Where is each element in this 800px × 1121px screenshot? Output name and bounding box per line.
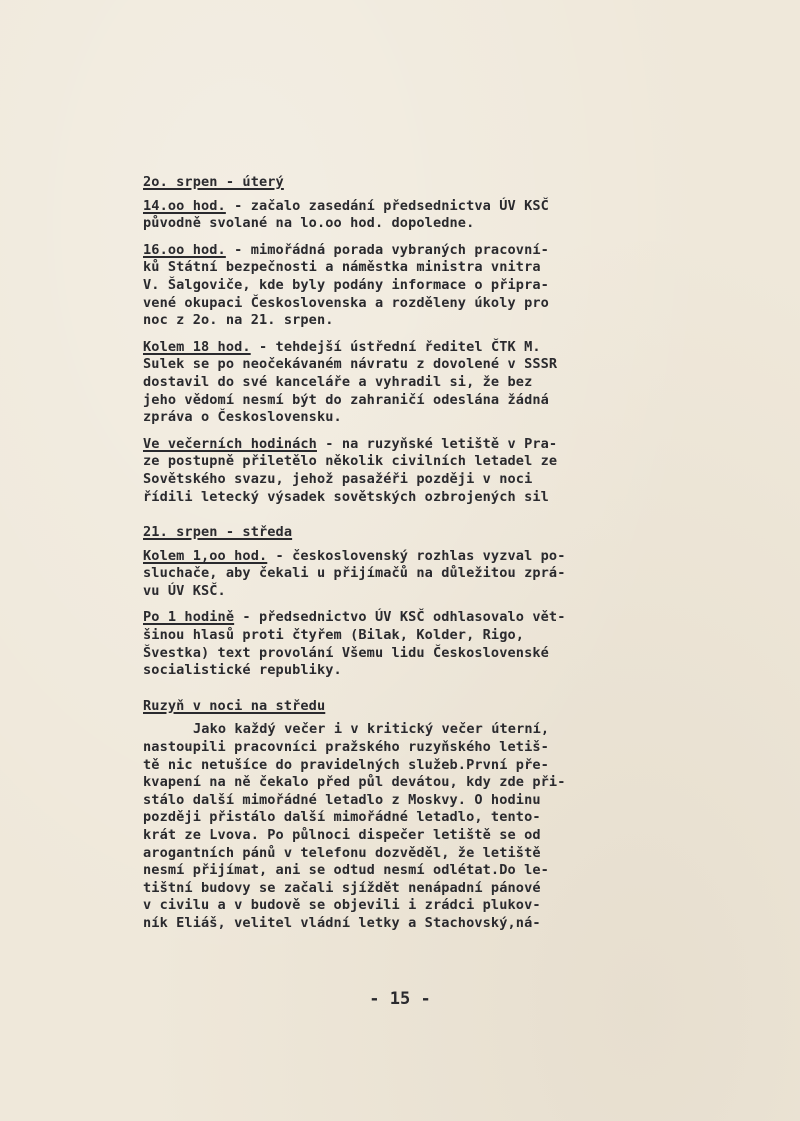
entry-text: - československý rozhlas vyzval po-: [267, 547, 566, 564]
entry-text: - mimořádná porada vybraných pracovní-: [225, 241, 549, 258]
entry-time: Ve večerních hodinách: [143, 435, 317, 452]
paragraph-line: ník Eliáš, velitel vládní letky a Stachovský,ná-: [143, 914, 541, 931]
paragraph-line: v civilu a v budově se objevili i zrádci plukov-: [143, 897, 541, 914]
paragraph-line: nesmí přijímat, ani se odtud nesmí odlétat.Do le-: [143, 862, 549, 879]
document-body: [143, 174, 643, 951]
entry-after-0100: [143, 609, 643, 679]
section-20-august: [143, 174, 643, 506]
entry-text: ků Státní bezpečnosti a náměstka ministra vnitra: [143, 259, 541, 276]
entry-time: Kolem 18 hod.: [143, 338, 251, 355]
entry-1600: [143, 242, 643, 330]
paragraph-line: tištní budovy se začali sjíždět nenápadní pánové: [143, 879, 541, 896]
entry-text: sluchače, aby čekali u přijímačů na důležitou zprá-: [143, 565, 566, 582]
entry-text: původně svolané na lo.oo hod. dopoledne.: [143, 215, 475, 232]
entry-text: - na ruzyňské letiště v Pra-: [316, 435, 558, 452]
entry-text: zpráva o Československu.: [143, 409, 342, 426]
section-heading: Ruzyň v noci na středu: [143, 697, 326, 714]
entry-text: šinou hlasů proti čtyřem (Bilak, Kolder, Rigo,: [143, 627, 525, 644]
entry-text: - začalo zasedání předsednictva ÚV KSČ: [225, 197, 549, 214]
entry-text: noc z 2o. na 21. srpen.: [143, 312, 334, 329]
entry-text: vu ÚV KSČ.: [143, 582, 226, 599]
entry-evening: [143, 436, 643, 506]
entry-text: Sovětského svazu, jehož pasažéři později v noci: [143, 470, 533, 487]
paragraph-line: kvapení na ně čekalo před půl devátou, kdy zde při-: [143, 774, 566, 791]
entry-1800: [143, 339, 643, 427]
paragraph-line: tě nic netušíce do pravidelných služeb.První pře-: [143, 756, 549, 773]
section-heading: 21. srpen - středa: [143, 524, 293, 541]
entry-text: - předsednictvo ÚV KSČ odhlasovalo vět-: [234, 609, 566, 626]
narrative-paragraph: [143, 721, 643, 932]
entry-text: dostavil do své kanceláře a vyhradil si, že bez: [143, 373, 533, 390]
entry-time: 16.oo hod.: [143, 241, 226, 258]
paragraph-line: arogantních pánů v telefonu dozvěděl, že letiště: [143, 844, 541, 861]
entry-time: 14.oo hod.: [143, 197, 226, 214]
paragraph-line: Jako každý večer i v kritický večer úterní,: [193, 721, 550, 738]
entry-text: Švestka) text provolání Všemu lidu Československé: [143, 644, 549, 661]
section-heading: 2o. srpen - úterý: [143, 174, 284, 190]
section-21-august: [143, 524, 643, 680]
paragraph-line: stálo další mimořádné letadlo z Moskvy. O hodinu: [143, 791, 541, 808]
entry-0100: [143, 548, 643, 601]
entry-text: jeho vědomí nesmí být do zahraničí odeslána žádná: [143, 391, 549, 408]
section-ruzyne: [143, 698, 643, 933]
entry-text: vené okupaci Československa a rozděleny úkoly pro: [143, 294, 549, 311]
entry-text: Sulek se po neočekávaném návratu z dovolené v SSSR: [143, 356, 558, 373]
entry-text: V. Šalgoviče, kde byly podány informace o připra-: [143, 276, 549, 293]
paragraph-line: nastoupili pracovníci pražského ruzyňského letiš-: [143, 739, 549, 756]
entry-text: ze postupně přiletělo několik civilních letadel ze: [143, 453, 558, 470]
entry-time: Kolem 1,oo hod.: [143, 547, 268, 564]
entry-1400: [143, 198, 643, 233]
entry-text: řídili letecký výsadek sovětských ozbrojených sil: [143, 488, 549, 505]
entry-text: socialistické republiky.: [143, 662, 342, 679]
entry-text: - tehdejší ústřední ředitel ČTK M.: [250, 338, 541, 355]
page-number: - 15 -: [369, 989, 431, 1009]
paragraph-line: krát ze Lvova. Po půlnoci dispečer letiště se od: [143, 827, 541, 843]
entry-time: Po 1 hodině: [143, 609, 235, 626]
paragraph-line: později přistálo další mimořádné letadlo, tento-: [143, 809, 541, 826]
